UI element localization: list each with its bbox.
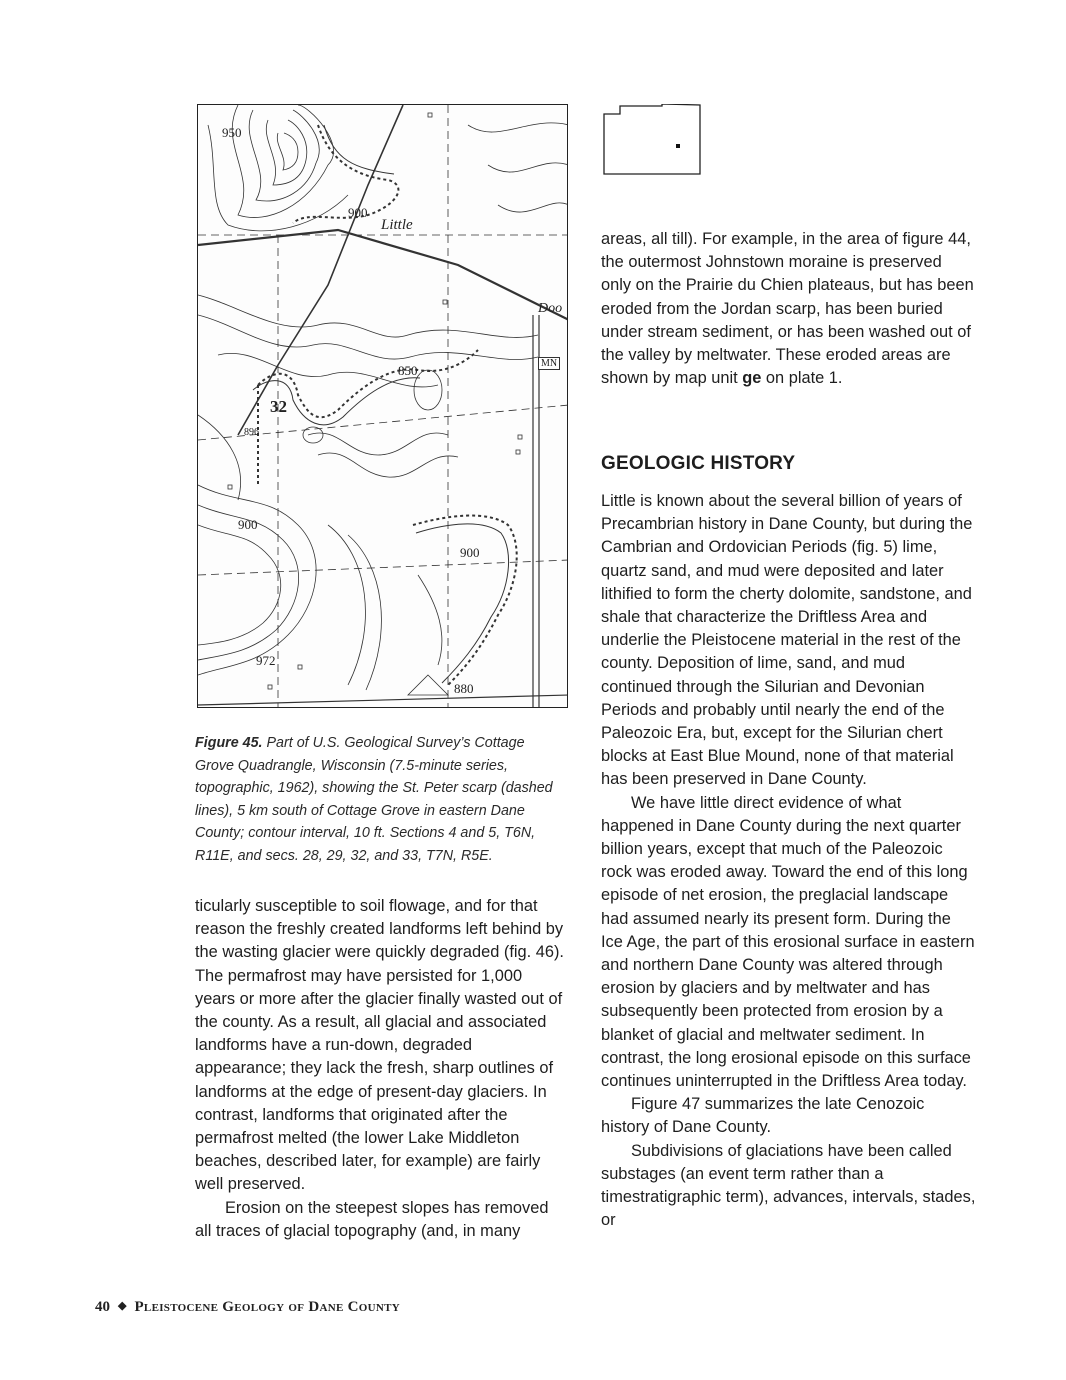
locator-map [602,104,702,176]
topographic-map [197,104,568,708]
contour-label-900-left: 900 [238,517,258,532]
map-unit-ge: ge [742,369,762,388]
right-column-top [601,228,976,390]
contour-label-972: 972 [256,653,276,668]
running-title: Pleistocene Geology of Dane County [134,1299,401,1315]
left-paragraph-1: ticularly susceptible to soil flowage, and for that reason the freshly created landforms left behind by the wasting glacier were quickly degraded (fig. 46). The permafrost may have persisted for 1,000 years or more after the glacier finally wasted out of the county. As a result, all glacial and associated landforms have a run-down, degraded appearance; they lack the fresh, sharp outlines of landforms at the edge of present-day glaciers. In contrast, landforms that originated after the permafrost melted (the lower Lake Middleton beaches, described later, for example) are fairly well preserved. [195,897,564,1194]
right-paragraph-continued-text: areas, all till). For example, in the area of figure 44, the outermost Johnstown moraine is preserved only on the Prairie du Chien plateaus, but has been eroded from the Jordan scarp, has been buried under stream sediment, or has been washed out of the valley by meltwater. These eroded areas are shown by map unit [601,230,974,388]
right-paragraph-1: Little is known about the several billion of years of Precambrian history in Dane County, but during the Cambrian and Ordovician Periods (fig. 5) lime, quartz sand, and mud were deposited and later lithified to form the cherty dolomite, sandstone, and shale that characterize the Driftless Area and underlie the Pleistocene material in the rest of the county. Deposition of lime, sand, and mud continued through the Silurian and Devonian Periods and probably until nearly the end of the Paleozoic Era, but, except for the Silurian chert blocks at East Blue Mound, none of that material has been preserved in Dane County. [601,492,973,789]
right-paragraph-continued [601,228,976,390]
right-paragraph-continued-end: on plate 1. [761,369,843,388]
spot-elevation-880: 880 [454,681,474,696]
left-paragraph-2: Erosion on the steepest slopes has removed all traces of glacial topography (and, in many [195,1198,549,1240]
page-number: 40 [95,1299,110,1315]
contour-label-950: 950 [222,125,242,140]
left-column [195,895,565,1243]
place-label-little: Little [381,217,413,233]
right-column-body [601,490,976,1233]
place-label-doo: Doo [538,301,563,316]
figure-label: Figure 45. [195,735,263,751]
dane-county-outline [602,104,702,176]
section-heading: GEOLOGIC HISTORY [601,453,796,474]
figure-caption [195,732,565,868]
right-paragraph-2: We have little direct evidence of what happened in Dane County during the next quarter billion years, except that much of the Paleozoic rock was eroded away. Toward the end of this long episode of net erosion, the preglacial landscape had assumed nearly its present form. During the Ice Age, the part of this erosional surface in eastern and northern Dane County was altered through erosion by glaciers and by meltwater and has subsequently been protected from erosion by a blanket of glacial and meltwater sediment. In contrast, the long erosional episode on this surface continues uninterrupted in the Driftless Area today. [601,793,975,1091]
location-marker [676,144,680,148]
map-marker-mn: MN [538,357,560,370]
page-footer [95,1299,400,1316]
spot-elevation-896: 896 [244,427,259,438]
map-drawing [198,105,568,708]
right-paragraph-4: Subdivisions of glaciations have been called substages (an event term rather than a timestratigraphic term), advances, intervals, stades, or [601,1141,976,1230]
section-number-32: 32 [270,397,287,416]
figure-caption-text: Part of U.S. Geological Survey’s Cottage Grove Quadrangle, Wisconsin (7.5-minute series, topographic, 1962), showing the St. Peter scarp (dashed lines), 5 km south of Cottage Grove in eastern Dane County; contour interval, 10 ft. Sections 4 and 5, T6N, R11E, and secs. 28, 29, 32, and 33, T7N, R5E. [195,735,553,864]
contour-label-900-upper: 900 [348,205,368,220]
contour-label-900-lower: 900 [460,545,480,560]
right-paragraph-3: Figure 47 summarizes the late Cenozoic history of Dane County. [601,1095,925,1137]
bullet-icon: ◆ [118,1300,127,1312]
contour-label-850: 850 [398,363,418,378]
